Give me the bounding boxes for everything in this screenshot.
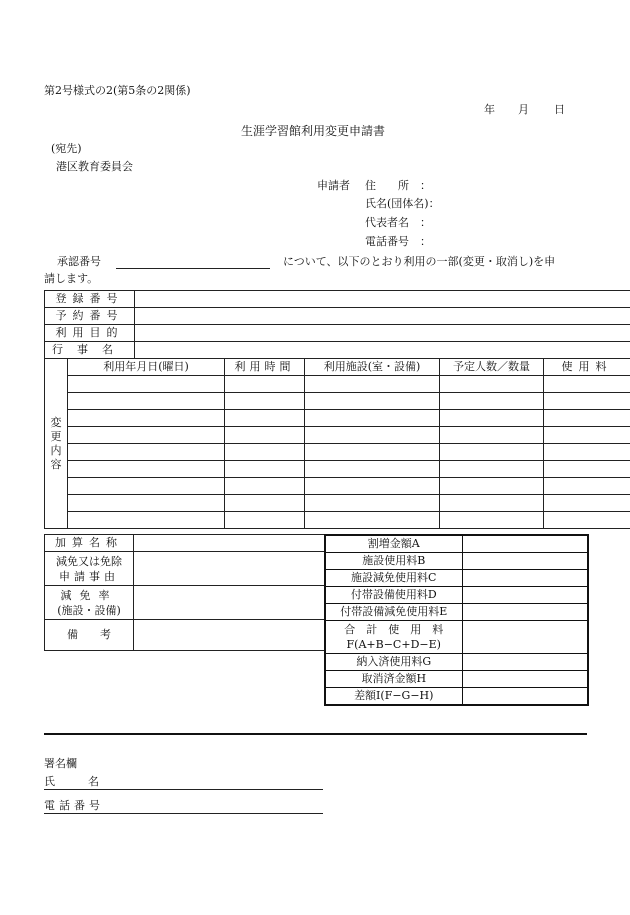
- time-cell[interactable]: [225, 444, 305, 461]
- time-cell[interactable]: [225, 376, 305, 393]
- people-cell[interactable]: [440, 444, 544, 461]
- form-title: 生涯学習館利用変更申請書: [241, 124, 386, 138]
- table-row: [45, 427, 630, 444]
- surcharge-field[interactable]: [462, 535, 588, 553]
- facility-cell[interactable]: [305, 427, 440, 444]
- facility-cell[interactable]: [305, 512, 440, 529]
- fee-cell[interactable]: [544, 444, 630, 461]
- change-content-char: 内: [50, 443, 62, 457]
- exemption-reason-label-line2: 申請事由: [59, 569, 119, 583]
- applicant-address-label: 住 所 ：: [365, 179, 431, 192]
- difference-field[interactable]: [462, 688, 588, 706]
- usage-table: [44, 290, 630, 529]
- facility-reduced-fee-field[interactable]: [462, 570, 588, 587]
- change-content-label: [45, 359, 68, 529]
- fee-cell[interactable]: [544, 495, 630, 512]
- difference-label: 差額I(F−G−H): [325, 688, 462, 706]
- time-cell[interactable]: [225, 512, 305, 529]
- fee-cell[interactable]: [544, 512, 630, 529]
- signature-name-label: 氏 名: [44, 775, 99, 788]
- time-cell[interactable]: [225, 478, 305, 495]
- reservation-number-label: 予約番号: [45, 308, 135, 325]
- event-name-label: 行事名: [45, 342, 135, 359]
- date-month: 月: [518, 103, 529, 116]
- purpose-field[interactable]: [135, 325, 630, 342]
- table-row: [45, 495, 630, 512]
- facility-fee-label: 施設使用料B: [325, 553, 462, 570]
- facility-cell[interactable]: [305, 461, 440, 478]
- table-row: [45, 410, 630, 427]
- fee-cell[interactable]: [544, 376, 630, 393]
- cancelled-amount-field[interactable]: [462, 671, 588, 688]
- fee-cell[interactable]: [544, 393, 630, 410]
- table-row: [45, 512, 630, 529]
- reduction-rate-label-line2: (施設・設備): [57, 603, 121, 617]
- facility-cell[interactable]: [305, 393, 440, 410]
- col-time: 利用時間: [225, 359, 305, 376]
- people-cell[interactable]: [440, 461, 544, 478]
- table-row: [45, 393, 630, 410]
- equipment-reduced-fee-field[interactable]: [462, 604, 588, 621]
- date-cell[interactable]: [68, 376, 225, 393]
- col-fee: 使用料: [544, 359, 630, 376]
- total-fee-label-line2: F(A+B−C+D−E): [346, 638, 441, 651]
- exemption-reason-label: [45, 552, 134, 586]
- facility-cell[interactable]: [305, 478, 440, 495]
- time-cell[interactable]: [225, 410, 305, 427]
- facility-fee-field[interactable]: [462, 553, 588, 570]
- approval-text: について、以下のとおり利用の一部(変更・取消し)を申: [283, 255, 556, 268]
- total-fee-label: [325, 621, 462, 654]
- table-row: [45, 444, 630, 461]
- time-cell[interactable]: [225, 427, 305, 444]
- paid-fee-field[interactable]: [462, 654, 588, 671]
- approval-label: 承認番号: [57, 255, 101, 268]
- total-fee-field[interactable]: [462, 621, 588, 654]
- remarks-field[interactable]: [134, 620, 326, 651]
- date-cell[interactable]: [68, 478, 225, 495]
- date-cell[interactable]: [68, 512, 225, 529]
- fee-cell[interactable]: [544, 410, 630, 427]
- purpose-label: 利用目的: [45, 325, 135, 342]
- date-cell[interactable]: [68, 461, 225, 478]
- col-facility: 利用施設(室・設備): [305, 359, 440, 376]
- change-content-char: 変: [50, 415, 62, 429]
- date-cell[interactable]: [68, 393, 225, 410]
- amount-table: [324, 534, 589, 706]
- event-name-field[interactable]: [135, 342, 630, 359]
- registration-number-label: 登録番号: [45, 291, 135, 308]
- date-year: 年: [484, 103, 495, 116]
- applicant-name-label: 氏名(団体名)：: [365, 197, 440, 210]
- equipment-reduced-fee-label: 付帯設備減免使用料E: [325, 604, 462, 621]
- section-divider: [44, 733, 587, 735]
- signature-phone-line[interactable]: [44, 813, 323, 814]
- approval-number-line[interactable]: [116, 268, 270, 269]
- signature-name-line[interactable]: [44, 789, 323, 790]
- facility-cell[interactable]: [305, 410, 440, 427]
- people-cell[interactable]: [440, 376, 544, 393]
- col-date: 利用年月日(曜日): [68, 359, 225, 376]
- reservation-number-field[interactable]: [135, 308, 630, 325]
- total-fee-label-line1: 合 計 使 用 料: [344, 623, 444, 636]
- applicant-rep-label: 代表者名 ：: [365, 216, 431, 229]
- applicant-heading: 申請者: [317, 179, 350, 192]
- remarks-label: 備 考: [45, 620, 134, 651]
- people-cell[interactable]: [440, 427, 544, 444]
- fee-cell[interactable]: [544, 461, 630, 478]
- reason-table: [44, 534, 326, 651]
- time-cell[interactable]: [225, 461, 305, 478]
- signature-heading: 署名欄: [44, 757, 77, 770]
- people-cell[interactable]: [440, 478, 544, 495]
- cancelled-amount-label: 取消済金額H: [325, 671, 462, 688]
- exemption-reason-label-line1: 減免又は免除: [56, 554, 122, 568]
- table-row: [45, 461, 630, 478]
- surcharge-label: 割増金額A: [325, 535, 462, 553]
- applicant-phone-label: 電話番号 ：: [365, 235, 431, 248]
- date-cell[interactable]: [68, 427, 225, 444]
- approval-text-cont: 請します。: [44, 272, 99, 285]
- change-content-char: 更: [50, 429, 62, 443]
- facility-cell[interactable]: [305, 376, 440, 393]
- equipment-fee-field[interactable]: [462, 587, 588, 604]
- form-id: 第2号様式の2(第5条の2関係): [44, 84, 191, 97]
- exemption-reason-field[interactable]: [134, 552, 326, 586]
- time-cell[interactable]: [225, 495, 305, 512]
- reduction-rate-label-line1: 減免率: [60, 588, 118, 602]
- change-content-char: 容: [50, 457, 62, 471]
- people-cell[interactable]: [440, 393, 544, 410]
- facility-cell[interactable]: [305, 495, 440, 512]
- reduction-rate-label: [45, 586, 134, 620]
- col-people: 予定人数／数量: [440, 359, 544, 376]
- addressee-label: (宛先): [51, 142, 82, 155]
- signature-phone-label: 電話番号: [44, 799, 104, 812]
- table-row: [45, 376, 630, 393]
- people-cell[interactable]: [440, 410, 544, 427]
- date-cell[interactable]: [68, 444, 225, 461]
- registration-number-field[interactable]: [135, 291, 630, 308]
- facility-cell[interactable]: [305, 444, 440, 461]
- date-cell[interactable]: [68, 495, 225, 512]
- fee-cell[interactable]: [544, 478, 630, 495]
- people-cell[interactable]: [440, 512, 544, 529]
- addressee-name: 港区教育委員会: [56, 160, 133, 173]
- table-row: [45, 478, 630, 495]
- facility-reduced-fee-label: 施設減免使用料C: [325, 570, 462, 587]
- fee-cell[interactable]: [544, 427, 630, 444]
- equipment-fee-label: 付帯設備使用料D: [325, 587, 462, 604]
- addition-name-field[interactable]: [134, 535, 326, 552]
- paid-fee-label: 納入済使用料G: [325, 654, 462, 671]
- addition-name-label: 加算名称: [45, 535, 134, 552]
- reduction-rate-field[interactable]: [134, 586, 326, 620]
- date-day: 日: [554, 103, 565, 116]
- date-cell[interactable]: [68, 410, 225, 427]
- time-cell[interactable]: [225, 393, 305, 410]
- people-cell[interactable]: [440, 495, 544, 512]
